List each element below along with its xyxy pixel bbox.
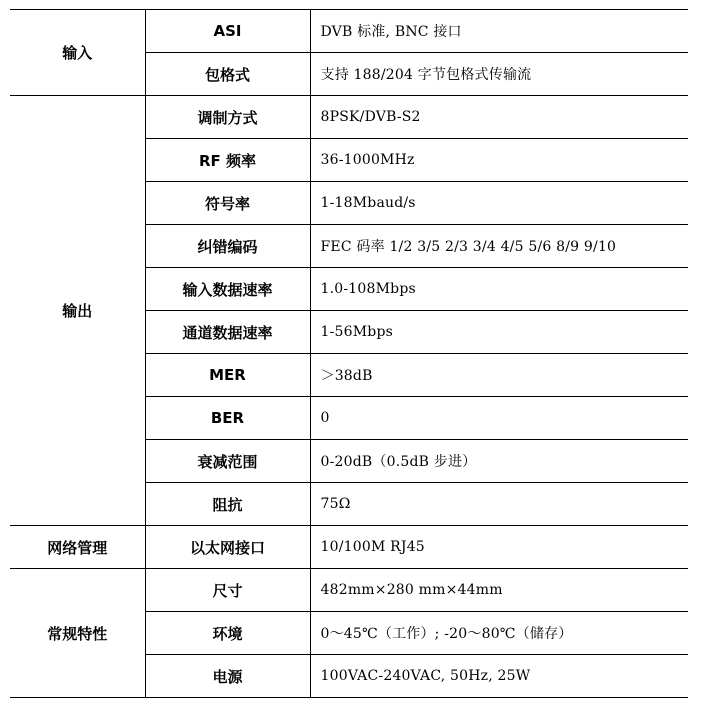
param-value: 36-1000MHz [310,139,688,182]
spec-table [10,9,688,698]
category-network: 网络管理 [10,526,145,569]
param-label: 以太网接口 [145,526,310,569]
param-label: ASI [145,10,310,53]
param-value: 10/100M RJ45 [310,526,688,569]
param-value: ＞38dB [310,354,688,397]
param-label: 纠错编码 [145,225,310,268]
param-label: 尺寸 [145,569,310,612]
param-value: 8PSK/DVB-S2 [310,96,688,139]
category-output: 输出 [10,96,145,526]
param-label: 调制方式 [145,96,310,139]
category-general: 常规特性 [10,569,145,698]
param-value: 75Ω [310,483,688,526]
table-row [10,10,688,53]
param-value: 支持 188/204 字节包格式传输流 [310,53,688,96]
param-label: BER [145,397,310,440]
param-value: 1-18Mbaud/s [310,182,688,225]
param-value: 1-56Mbps [310,311,688,354]
param-value: 0～45℃（工作）; -20～80℃（储存） [310,612,688,655]
param-label: MER [145,354,310,397]
table-row [10,569,688,612]
param-label: 环境 [145,612,310,655]
param-value: FEC 码率 1/2 3/5 2/3 3/4 4/5 5/6 8/9 9/10 [310,225,688,268]
param-label: 阻抗 [145,483,310,526]
param-label: 衰减范围 [145,440,310,483]
param-label: 通道数据速率 [145,311,310,354]
param-label: 符号率 [145,182,310,225]
param-value: 0 [310,397,688,440]
table-row [10,526,688,569]
table-row [10,96,688,139]
param-label: RF 频率 [145,139,310,182]
param-value: 482mm×280 mm×44mm [310,569,688,612]
param-label: 包格式 [145,53,310,96]
param-value: 100VAC-240VAC, 50Hz, 25W [310,655,688,698]
param-label: 电源 [145,655,310,698]
category-input: 输入 [10,10,145,96]
param-value: 1.0-108Mbps [310,268,688,311]
param-value: DVB 标准, BNC 接口 [310,10,688,53]
param-label: 输入数据速率 [145,268,310,311]
param-value: 0-20dB（0.5dB 步进） [310,440,688,483]
